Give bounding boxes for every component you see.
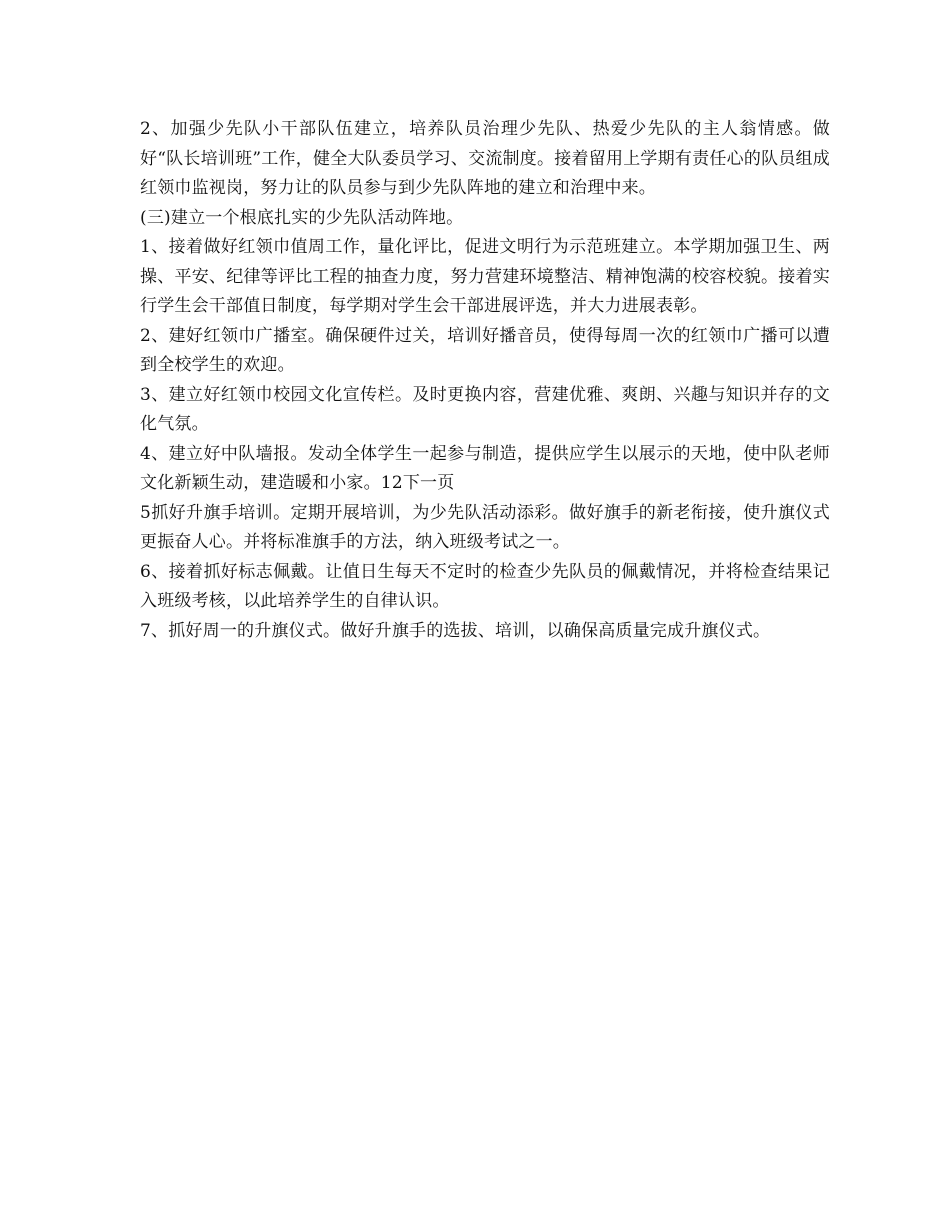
- paragraph-flag-ceremony: 7、抓好周一的升旗仪式。做好升旗手的选拔、培训，以确保高质量完成升旗仪式。: [140, 620, 771, 641]
- paragraph-badge-wearing: 6、接着抓好标志佩戴。让值日生每天不定时的检查少先队员的佩戴情况，并将检查结果记入班级考核，以此培养学生的自律认识。: [140, 561, 830, 611]
- paragraph-broadcast-room: 2、建好红领巾广播室。确保硬件过关，培训好播音员，使得每周一次的红领巾广播可以遭到全校学生的欢迎。: [140, 325, 830, 375]
- paragraph-culture-board: 3、建立好红领巾校园文化宣传栏。及时更换内容，营建优雅、爽朗、兴趣与知识并存的文化气氛。: [140, 384, 830, 434]
- paragraph-team-cadres: 2、加强少先队小干部队伍建立，培养队员治理少先队、热爱少先队的主人翁情感。做好“队长培训班”工作，健全大队委员学习、交流制度。接着留用上学期有责任心的队员组成红领巾监视岗，努力让的队员参与到少先队阵地的建立和治理中来。: [140, 119, 830, 198]
- paragraph-wall-newspaper: 4、建立好中队墙报。发动全体学生一起参与制造，提供应学生以展示的天地，使中队老师文化新颖生动，建造暖和小家。12下一页: [140, 443, 830, 493]
- paragraph-flag-bearer-training: 5抓好升旗手培训。定期开展培训，为少先队活动添彩。做好旗手的新老衔接，使升旗仪式更振奋人心。并将标准旗手的方法，纳入班级考试之一。: [140, 502, 830, 552]
- section-heading-activity-base: (三)建立一个根底扎实的少先队活动阵地。: [140, 207, 464, 228]
- document-body: [140, 115, 830, 646]
- paragraph-weekly-duty: 1、接着做好红领巾值周工作，量化评比，促进文明行为示范班建立。本学期加强卫生、两操、平安、纪律等评比工程的抽查力度，努力营建环境整洁、精神饱满的校容校貌。接着实行学生会干部值日制度，每学期对学生会干部进展评选，并大力进展表彰。: [140, 237, 830, 316]
